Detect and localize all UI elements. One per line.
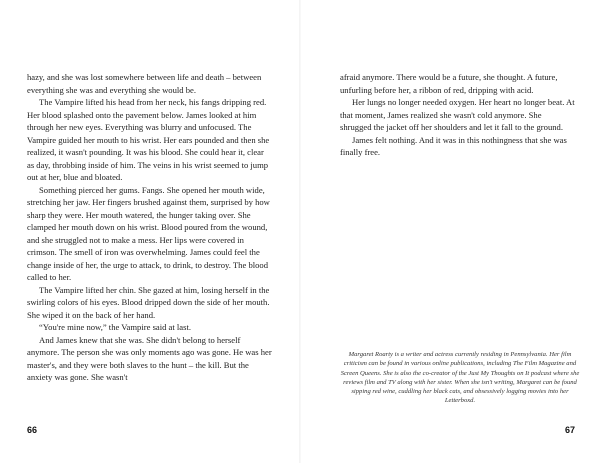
paragraph: “You're mine now,” the Vampire said at last. xyxy=(39,322,191,332)
paragraph: The Vampire lifted his head from her neck, his fangs dripping red. Her blood splashed onto the pavement below. James looked at him through her new eyes. Everything was blurry and unfocused. The Vampire guided her mouth to his wrist. Her ears pounded and then she realized, it wasn't pounding. It was his blood. She could hear it, clear as day, throbbing inside of him. The veins in his wrist seemed to jump out at her, blue and bloated. xyxy=(27,97,270,182)
paragraph: James felt nothing. And it was in this nothingness that she was finally free. xyxy=(340,134,567,157)
paragraph: And James knew that she was. She didn't belong to herself anymore. The person she was only moments ago was gone. He was her master's, and they were both slaves to the hunt – the kill. But the anxiety was gone. She wasn't xyxy=(27,334,272,382)
author-bio: Margaret Roarty is a writer and actress currently residing in Pennsylvania. Her film criticism can be found in various online publications, including The Film Magazine and Screen Queens. She is also the co-creator of the Just My Thoughts on It podcast where she reviews film and TV along with her sister. When she isn't writing, Margaret can be found sipping red wine, cuddling her black cats, and obsessively logging movies into her Letterboxd. xyxy=(340,351,580,405)
paragraph: Her lungs no longer needed oxygen. Her heart no longer beat. At that moment, James realized she wasn't cold anymore. She shrugged the jacket off her shoulders and let it fall to the ground. xyxy=(340,97,575,132)
left-page-body xyxy=(27,71,272,384)
right-page xyxy=(300,0,600,463)
right-page-body xyxy=(340,71,575,159)
paragraph: afraid anymore. There would be a future, she thought. A future, unfurling before her, a ribbon of red, dripping with acid. xyxy=(340,72,558,95)
paragraph: hazy, and she was lost somewhere between life and death – between everything she was and everything she would be. xyxy=(27,72,262,95)
paragraph: Something pierced her gums. Fangs. She opened her mouth wide, stretching her jaw. Her fingers brushed against them, surprised by how sharp they were. Her mouth watered, the hunger taking over. She clamped her mouth down on his wrist. Blood poured from the wound, and she struggled not to make a mess. Her lips were covered in crimson. The smell of iron was overwhelming. James could feel the change inside of her, the urge to attack, to drink, to destroy. The blood called to her. xyxy=(27,184,270,282)
paragraph: The Vampire lifted her chin. She gazed at him, losing herself in the swirling colors of his eyes. Blood dripped down the side of her mouth. She wiped it on the back of her hand. xyxy=(27,284,270,320)
page-number: 66 xyxy=(27,425,38,435)
page-number: 67 xyxy=(565,425,576,435)
